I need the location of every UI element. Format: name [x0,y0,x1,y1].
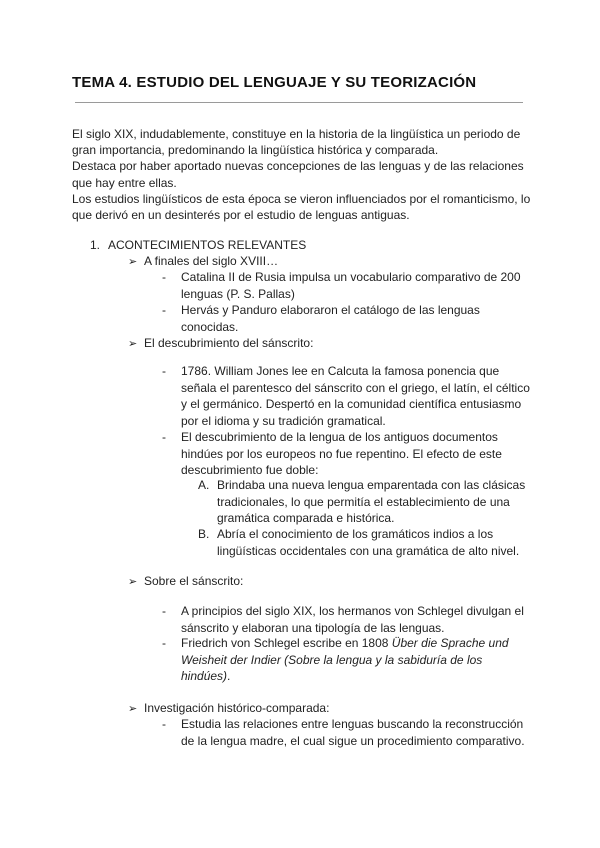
list-item [162,603,534,636]
arrow-bullet-icon: ➢ [128,575,138,588]
bullet-investigacion [128,700,329,717]
sub-list-text: Abría el conocimiento de los gramáticos indios a los lingüísticas occidentales con una gramática de alto nivel. [217,527,520,558]
book-title: Über die Sprache und Weisheit der Indier (Sobre la lengua y la sabiduría de los hindúes) [181,636,509,683]
list-item [162,716,534,749]
schlegel-suffix: . [227,669,231,683]
bullet-sobre-sanscrito [128,573,243,590]
sub-list-marker: A. [198,478,210,492]
section-title: ACONTECIMIENTOS RELEVANTES [108,238,307,252]
bullet-label: Investigación histórico-comparada: [144,701,330,715]
section-heading [90,237,306,253]
intro-text [72,126,532,223]
list-item-text: El descubrimiento de la lengua de los antiguos documentos hindúes por los europeos no fue repentino. El efecto de este descubrimiento fue doble: [181,430,502,477]
dash-bullet: - [162,717,166,731]
dash-bullet: - [162,303,166,317]
list-item [162,429,534,479]
list-item-text: Estudia las relaciones entre lenguas buscando la reconstrucción de la lengua madre, el cual sigue un procedimiento comparativo. [181,717,525,748]
bullet-descubrimiento-sanscrito [128,335,313,352]
list-item-text: A principios del siglo XIX, los hermanos von Schlegel divulgan el sánscrito y elaboran una tipología de las lenguas. [181,604,524,635]
list-item [162,635,534,685]
bullet-finales-siglo-xviii [128,253,278,270]
list-item-text: Hervás y Panduro elaboraron el catálogo de las lenguas conocidas. [181,303,480,334]
bullet-label: A finales del siglo XVIII… [144,254,279,268]
arrow-bullet-icon: ➢ [128,255,138,268]
dash-bullet: - [162,604,166,618]
bullet-label: El descubrimiento del sánscrito: [144,336,314,350]
dash-bullet: - [162,430,166,444]
page-title: TEMA 4. ESTUDIO DEL LENGUAJE Y SU TEORIZACIÓN [72,74,477,91]
intro-paragraph: Destaca por haber aportado nuevas concepciones de las lenguas y de las relaciones que hay entre ellas. [72,159,524,190]
section-number: 1. [90,238,101,252]
sub-list-marker: B. [198,527,210,541]
list-item-text: 1786. William Jones lee en Calcuta la famosa ponencia que señala el parentesco del sánscrito con el griego, el latín, el céltico y el germánico. Despertó en la comunidad científica entusiasmo por el idioma y su tradición gramatical. [181,364,530,428]
list-item [162,302,534,335]
sub-list-text: Brindaba una nueva lengua emparentada con las clásicas tradicionales, lo que permitía el establecimiento de una gramática comparada e histórica. [217,478,526,525]
list-item-text: Catalina II de Rusia impulsa un vocabulario comparativo de 200 lenguas (P. S. Pallas) [181,270,521,301]
arrow-bullet-icon: ➢ [128,337,138,350]
arrow-bullet-icon: ➢ [128,702,138,715]
schlegel-prefix: Friedrich von Schlegel escribe en 1808 [181,636,392,650]
sub-list-item [198,477,534,527]
list-item [162,269,534,302]
list-item-text [181,635,534,685]
dash-bullet: - [162,636,166,650]
sub-list-item [198,526,534,559]
dash-bullet: - [162,364,166,378]
intro-paragraph: Los estudios lingüísticos de esta época se vieron influenciados por el romanticismo, lo que derivó en un desinterés por el estudio de lenguas antiguas. [72,191,531,223]
intro-paragraph: El siglo XIX, indudablemente, constituye en la historia de la lingüística un periodo de gran importancia, predominando la lingüística histórica y comparada. [72,127,521,158]
list-item [162,363,534,429]
dash-bullet: - [162,270,166,284]
bullet-label: Sobre el sánscrito: [144,574,244,588]
title-divider [75,102,523,103]
